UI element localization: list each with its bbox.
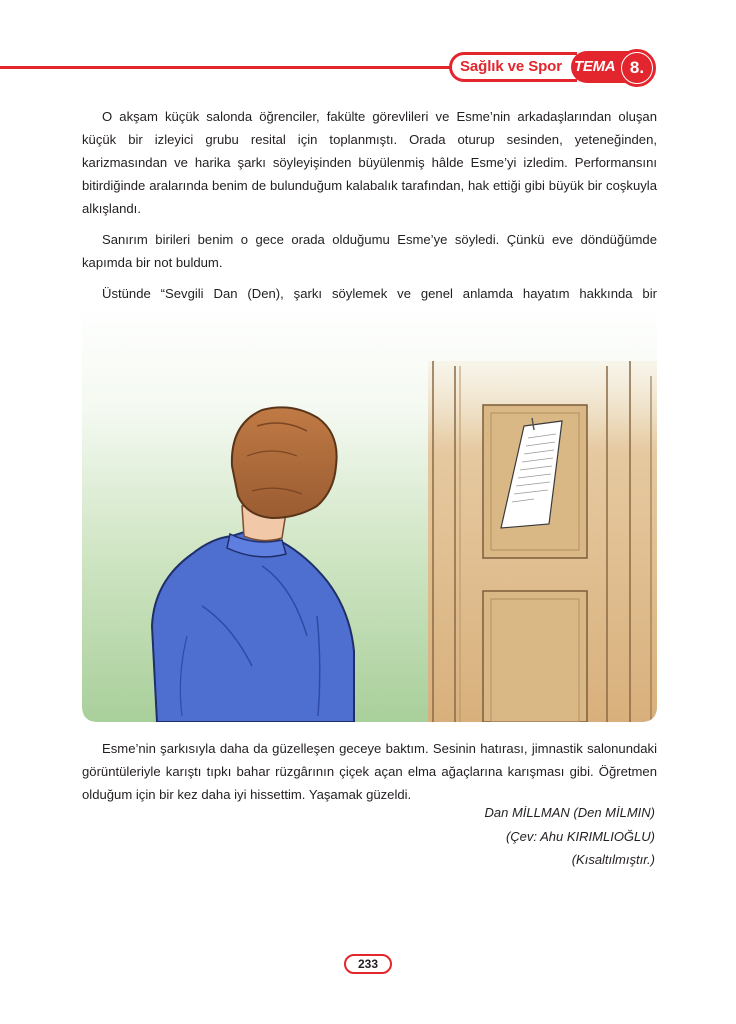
theme-label: TEMA [574, 58, 616, 75]
citation-translator: (Çev: Ahu KIRIMLIOĞLU) [505, 829, 655, 844]
story-paragraph-4: Esme’nin şarkısıyla daha da güzelleşen geceye baktım. Sesinin hatırası, jimnastik salonundaki görüntüleriyle karıştı tıpkı bahar rüzgârının çiçek açan elma ağaçlarına karışması gibi. Öğretmen olduğum için bir kez daha iyi hissettim. Yaşamak güzeldi. [82, 741, 657, 802]
header-rule [0, 66, 452, 69]
door [428, 361, 657, 722]
theme-number: 8. [629, 58, 645, 77]
page-number: 233 [344, 954, 392, 974]
header-topic: Sağlık ve Spor [460, 58, 562, 75]
story-paragraph-3: Üstünde “Sevgili Dan (Den), şarkı söylemek ve genel anlamda hayatım hakkında bir [102, 286, 657, 301]
story-paragraph-2: Sanırım birileri benim o gece orada olduğumu Esme’ye söyledi. Çünkü eve döndüğümde kapımda bir not buldum. [82, 232, 657, 270]
story-illustration [82, 306, 657, 722]
citation-note: (Kısaltılmıştır.) [571, 852, 655, 867]
citation-author: Dan MİLLMAN (Den MİLMIN) [484, 805, 655, 820]
story-paragraph-1: O akşam küçük salonda öğrenciler, fakülte görevlileri ve Esme’nin arkadaşlarından oluşan küçük bir izleyici grubu resital için toplanmıştı. Orada oturup sesinden, yeteneğinden, karizmasından ve harika şarkı söyleyişinden büyülenmiş hâlde Esme’yi izledim. Performansını bitirdiğinde aralarında benim de bulunduğum kalabalık tarafından, hak ettiği gibi büyük bir coşkuyla alkışlandı. [82, 109, 657, 216]
